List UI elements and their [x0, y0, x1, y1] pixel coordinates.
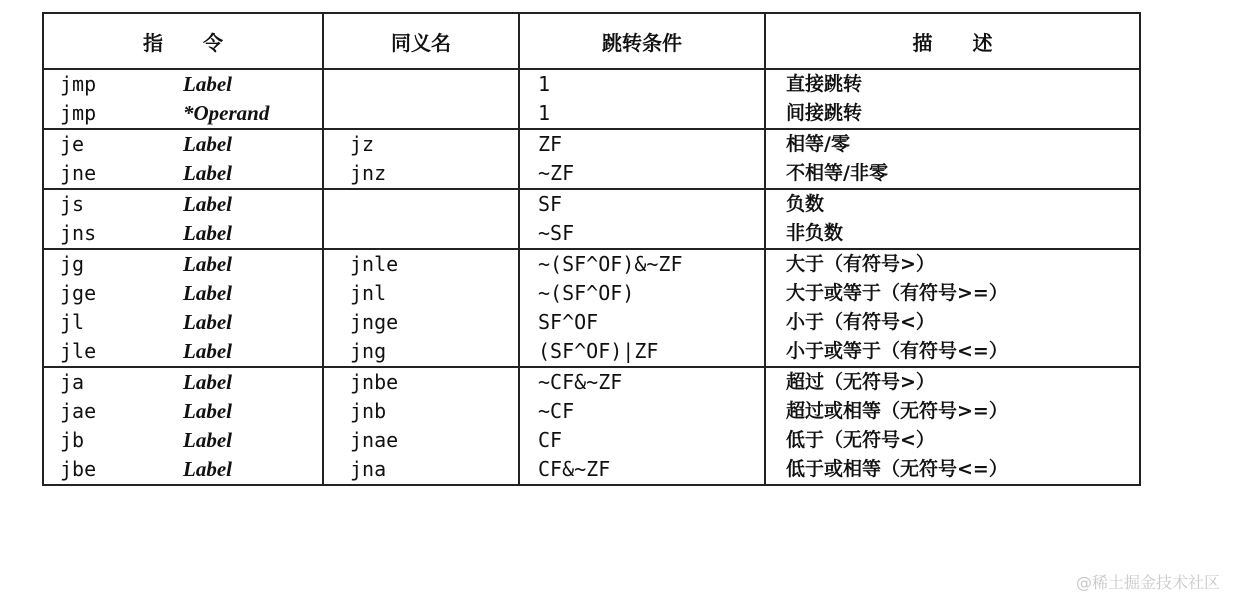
condition-cell: [519, 189, 765, 249]
instruction-mnemonic: jg: [60, 252, 85, 276]
jump-instruction-table: [42, 12, 1141, 486]
instruction-operand: Label: [183, 457, 232, 481]
instruction-operand: Label: [183, 428, 232, 452]
jump-condition: ~SF: [538, 221, 575, 245]
condition-cell: [519, 249, 765, 367]
instruction-mnemonic: jne: [60, 161, 97, 185]
instruction-mnemonic: jl: [60, 310, 85, 334]
description-cell: [765, 249, 1140, 367]
synonym-cell: [323, 69, 519, 129]
instruction-operand: *Operand: [183, 101, 270, 125]
description: 大于（有符号>）: [786, 253, 935, 275]
description: 直接跳转: [786, 73, 863, 95]
instruction-mnemonic: jns: [60, 221, 97, 245]
watermark: @稀土掘金技术社区: [1076, 573, 1221, 592]
synonym-cell: [323, 129, 519, 189]
instruction-cell: [43, 367, 323, 485]
description: 负数: [786, 193, 825, 215]
jump-condition: ~(SF^OF)&~ZF: [538, 252, 683, 276]
table-row-group: [43, 69, 1140, 129]
table-row-group: [43, 189, 1140, 249]
description-cell: [765, 189, 1140, 249]
description: 间接跳转: [786, 102, 863, 124]
instruction-mnemonic: jb: [60, 428, 85, 452]
synonym-cell: [323, 367, 519, 485]
description: 低于或相等（无符号<=）: [786, 458, 1008, 480]
instruction-mnemonic: je: [60, 132, 85, 156]
description: 小于或等于（有符号<=）: [786, 340, 1008, 362]
instruction-cell: [43, 189, 323, 249]
synonym: [324, 70, 518, 99]
instruction-cell: [43, 129, 323, 189]
description-cell: [765, 367, 1140, 485]
instruction-mnemonic: js: [60, 192, 85, 216]
jump-condition: ~(SF^OF): [538, 281, 635, 305]
table-row-group: [43, 367, 1140, 485]
condition-cell: [519, 129, 765, 189]
instruction-operand: Label: [183, 192, 232, 216]
synonym: jz: [350, 132, 375, 156]
header-row: [43, 13, 1140, 69]
synonym-cell: [323, 189, 519, 249]
synonym: jnbe: [350, 370, 399, 394]
synonym: jnge: [350, 310, 399, 334]
instruction-operand: Label: [183, 221, 232, 245]
jump-condition: 1: [538, 72, 551, 96]
synonym: jng: [350, 339, 387, 363]
instruction-operand: Label: [183, 132, 232, 156]
description-cell: [765, 69, 1140, 129]
jump-condition: ZF: [538, 132, 563, 156]
description: 超过或相等（无符号>=）: [786, 400, 1008, 422]
synonym: jnl: [350, 281, 387, 305]
header-description: 描 述: [765, 13, 1140, 69]
jump-condition: (SF^OF)|ZF: [538, 339, 659, 363]
instruction-operand: Label: [183, 310, 232, 334]
synonym: [324, 190, 518, 219]
description: 大于或等于（有符号>=）: [786, 282, 1008, 304]
instruction-mnemonic: jae: [60, 399, 97, 423]
condition-cell: [519, 69, 765, 129]
jump-condition: CF&~ZF: [538, 457, 611, 481]
table-row-group: [43, 129, 1140, 189]
instruction-mnemonic: jmp: [60, 101, 97, 125]
instruction-operand: Label: [183, 370, 232, 394]
condition-cell: [519, 367, 765, 485]
instruction-mnemonic: jbe: [60, 457, 97, 481]
instruction-operand: Label: [183, 252, 232, 276]
instruction-mnemonic: jle: [60, 339, 97, 363]
description: 不相等/非零: [786, 162, 888, 184]
synonym: jnb: [350, 399, 387, 423]
description: 小于（有符号<）: [786, 311, 935, 333]
instruction-cell: [43, 69, 323, 129]
header-synonym: 同义名: [323, 13, 519, 69]
description: 相等/零: [786, 133, 850, 155]
instruction-cell: [43, 249, 323, 367]
jump-condition: ~ZF: [538, 161, 575, 185]
instruction-operand: Label: [183, 161, 232, 185]
synonym: [324, 219, 518, 248]
description-cell: [765, 129, 1140, 189]
description: 超过（无符号>）: [786, 371, 935, 393]
jump-condition: 1: [538, 101, 551, 125]
instruction-operand: Label: [183, 339, 232, 363]
description: 非负数: [786, 222, 844, 244]
instruction-mnemonic: jmp: [60, 72, 97, 96]
synonym: jnae: [350, 428, 399, 452]
synonym: [324, 99, 518, 128]
table-row-group: [43, 249, 1140, 367]
jump-condition: ~CF: [538, 399, 575, 423]
header-condition: 跳转条件: [519, 13, 765, 69]
synonym: jna: [350, 457, 387, 481]
description: 低于（无符号<）: [786, 429, 935, 451]
instruction-operand: Label: [183, 281, 232, 305]
synonym: jnz: [350, 161, 387, 185]
jump-condition: SF: [538, 192, 563, 216]
jump-condition: SF^OF: [538, 310, 599, 334]
synonym: jnle: [350, 252, 399, 276]
instruction-mnemonic: jge: [60, 281, 97, 305]
jump-condition: ~CF&~ZF: [538, 370, 623, 394]
jump-condition: CF: [538, 428, 563, 452]
header-instruction: 指 令: [43, 13, 323, 69]
instruction-mnemonic: ja: [60, 370, 85, 394]
instruction-operand: Label: [183, 72, 232, 96]
synonym-cell: [323, 249, 519, 367]
instruction-operand: Label: [183, 399, 232, 423]
